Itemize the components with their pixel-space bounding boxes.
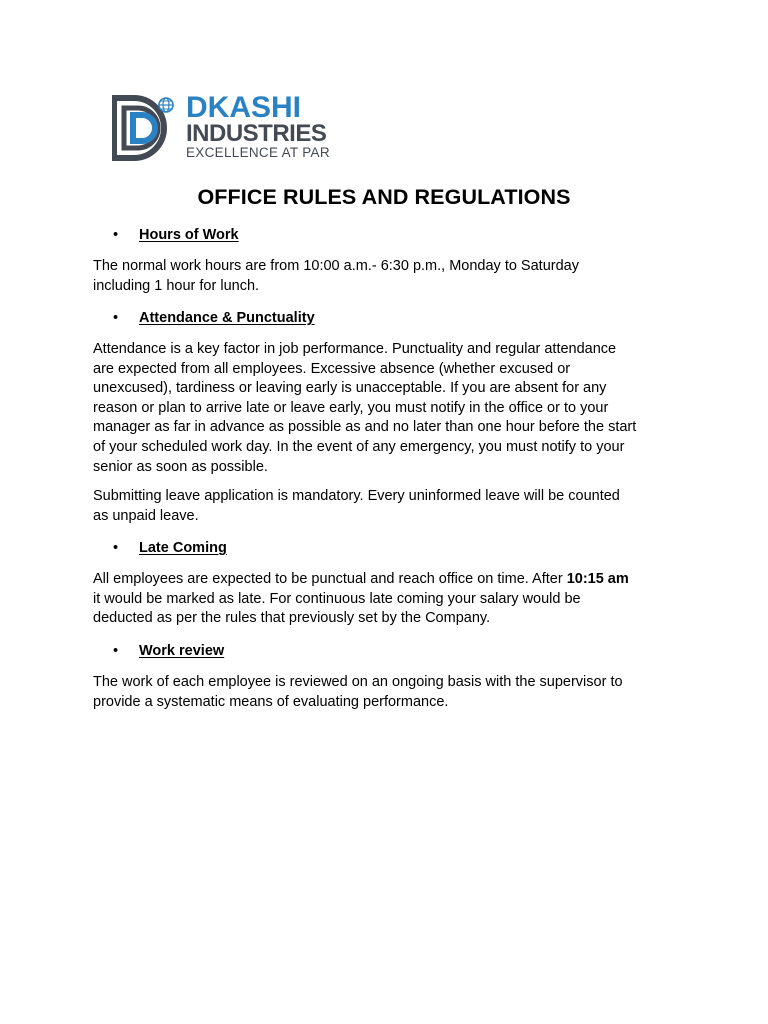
paragraph-hours [93, 257, 693, 296]
paragraph-line [93, 570, 693, 590]
section-heading-text: Late Coming [139, 540, 227, 556]
section-heading-text: Work review [139, 643, 225, 659]
paragraph-line: it would be marked as late. For continuous late coming your salary would be [93, 590, 581, 607]
paragraph-line: Submitting leave application is mandatory. Every uninformed leave will be counted [93, 488, 620, 504]
section-heading-work-review [113, 642, 224, 660]
paragraph-line: unexcused), tardiness or leaving early is unacceptable. If you are absent for any [93, 380, 607, 397]
logo-name: DKASHI [186, 91, 302, 124]
logo-mark-icon [112, 94, 186, 162]
paragraph-attendance [93, 340, 693, 477]
bullet-icon: • [113, 227, 119, 243]
paragraph-line: of your scheduled work day. In the event of any emergency, you must notify to your [93, 438, 625, 455]
paragraph-text: All employees are expected to be punctual and reach office on time. After [93, 571, 567, 587]
section-heading-text: Attendance & Punctuality [139, 310, 315, 326]
paragraph-line: reason or plan to arrive late or leave early, you must notify in the office or to your [93, 399, 609, 416]
section-heading-late-coming [113, 539, 227, 557]
page-title: OFFICE RULES AND REGULATIONS [197, 185, 571, 209]
late-time-bold: 10:15 am [566, 571, 629, 587]
logo-subname: INDUSTRIES [186, 120, 327, 147]
paragraph-late-coming [93, 570, 693, 629]
section-heading-attendance [113, 309, 315, 327]
section-heading-hours [113, 226, 239, 244]
paragraph-line: manager as far in advance as possible as and no later than one hour before the start [93, 419, 637, 436]
paragraph-line: including 1 hour for lunch. [93, 277, 260, 294]
paragraph-line: provide a systematic means of evaluating performance. [93, 693, 449, 710]
paragraph-line: as unpaid leave. [93, 507, 199, 524]
paragraph-line: are expected from all employees. Excessive absence (whether excused or [93, 360, 571, 377]
bullet-icon: • [113, 540, 119, 556]
paragraph-leave [93, 487, 693, 526]
logo-text [186, 91, 330, 160]
paragraph-line: Attendance is a key factor in job performance. Punctuality and regular attendance [93, 341, 617, 357]
logo-tagline: EXCELLENCE AT PAR [186, 145, 330, 160]
paragraph-work-review [93, 673, 693, 712]
company-logo [112, 91, 330, 162]
paragraph-line: The work of each employee is reviewed on an ongoing basis with the supervisor to [93, 674, 623, 690]
bullet-icon: • [113, 643, 119, 659]
section-heading-text: Hours of Work [139, 227, 239, 243]
paragraph-line: deducted as per the rules that previously set by the Company. [93, 610, 491, 627]
bullet-icon: • [113, 310, 119, 326]
paragraph-line: senior as soon as possible. [93, 458, 268, 475]
paragraph-line: The normal work hours are from 10:00 a.m.- 6:30 p.m., Monday to Saturday [93, 258, 579, 274]
